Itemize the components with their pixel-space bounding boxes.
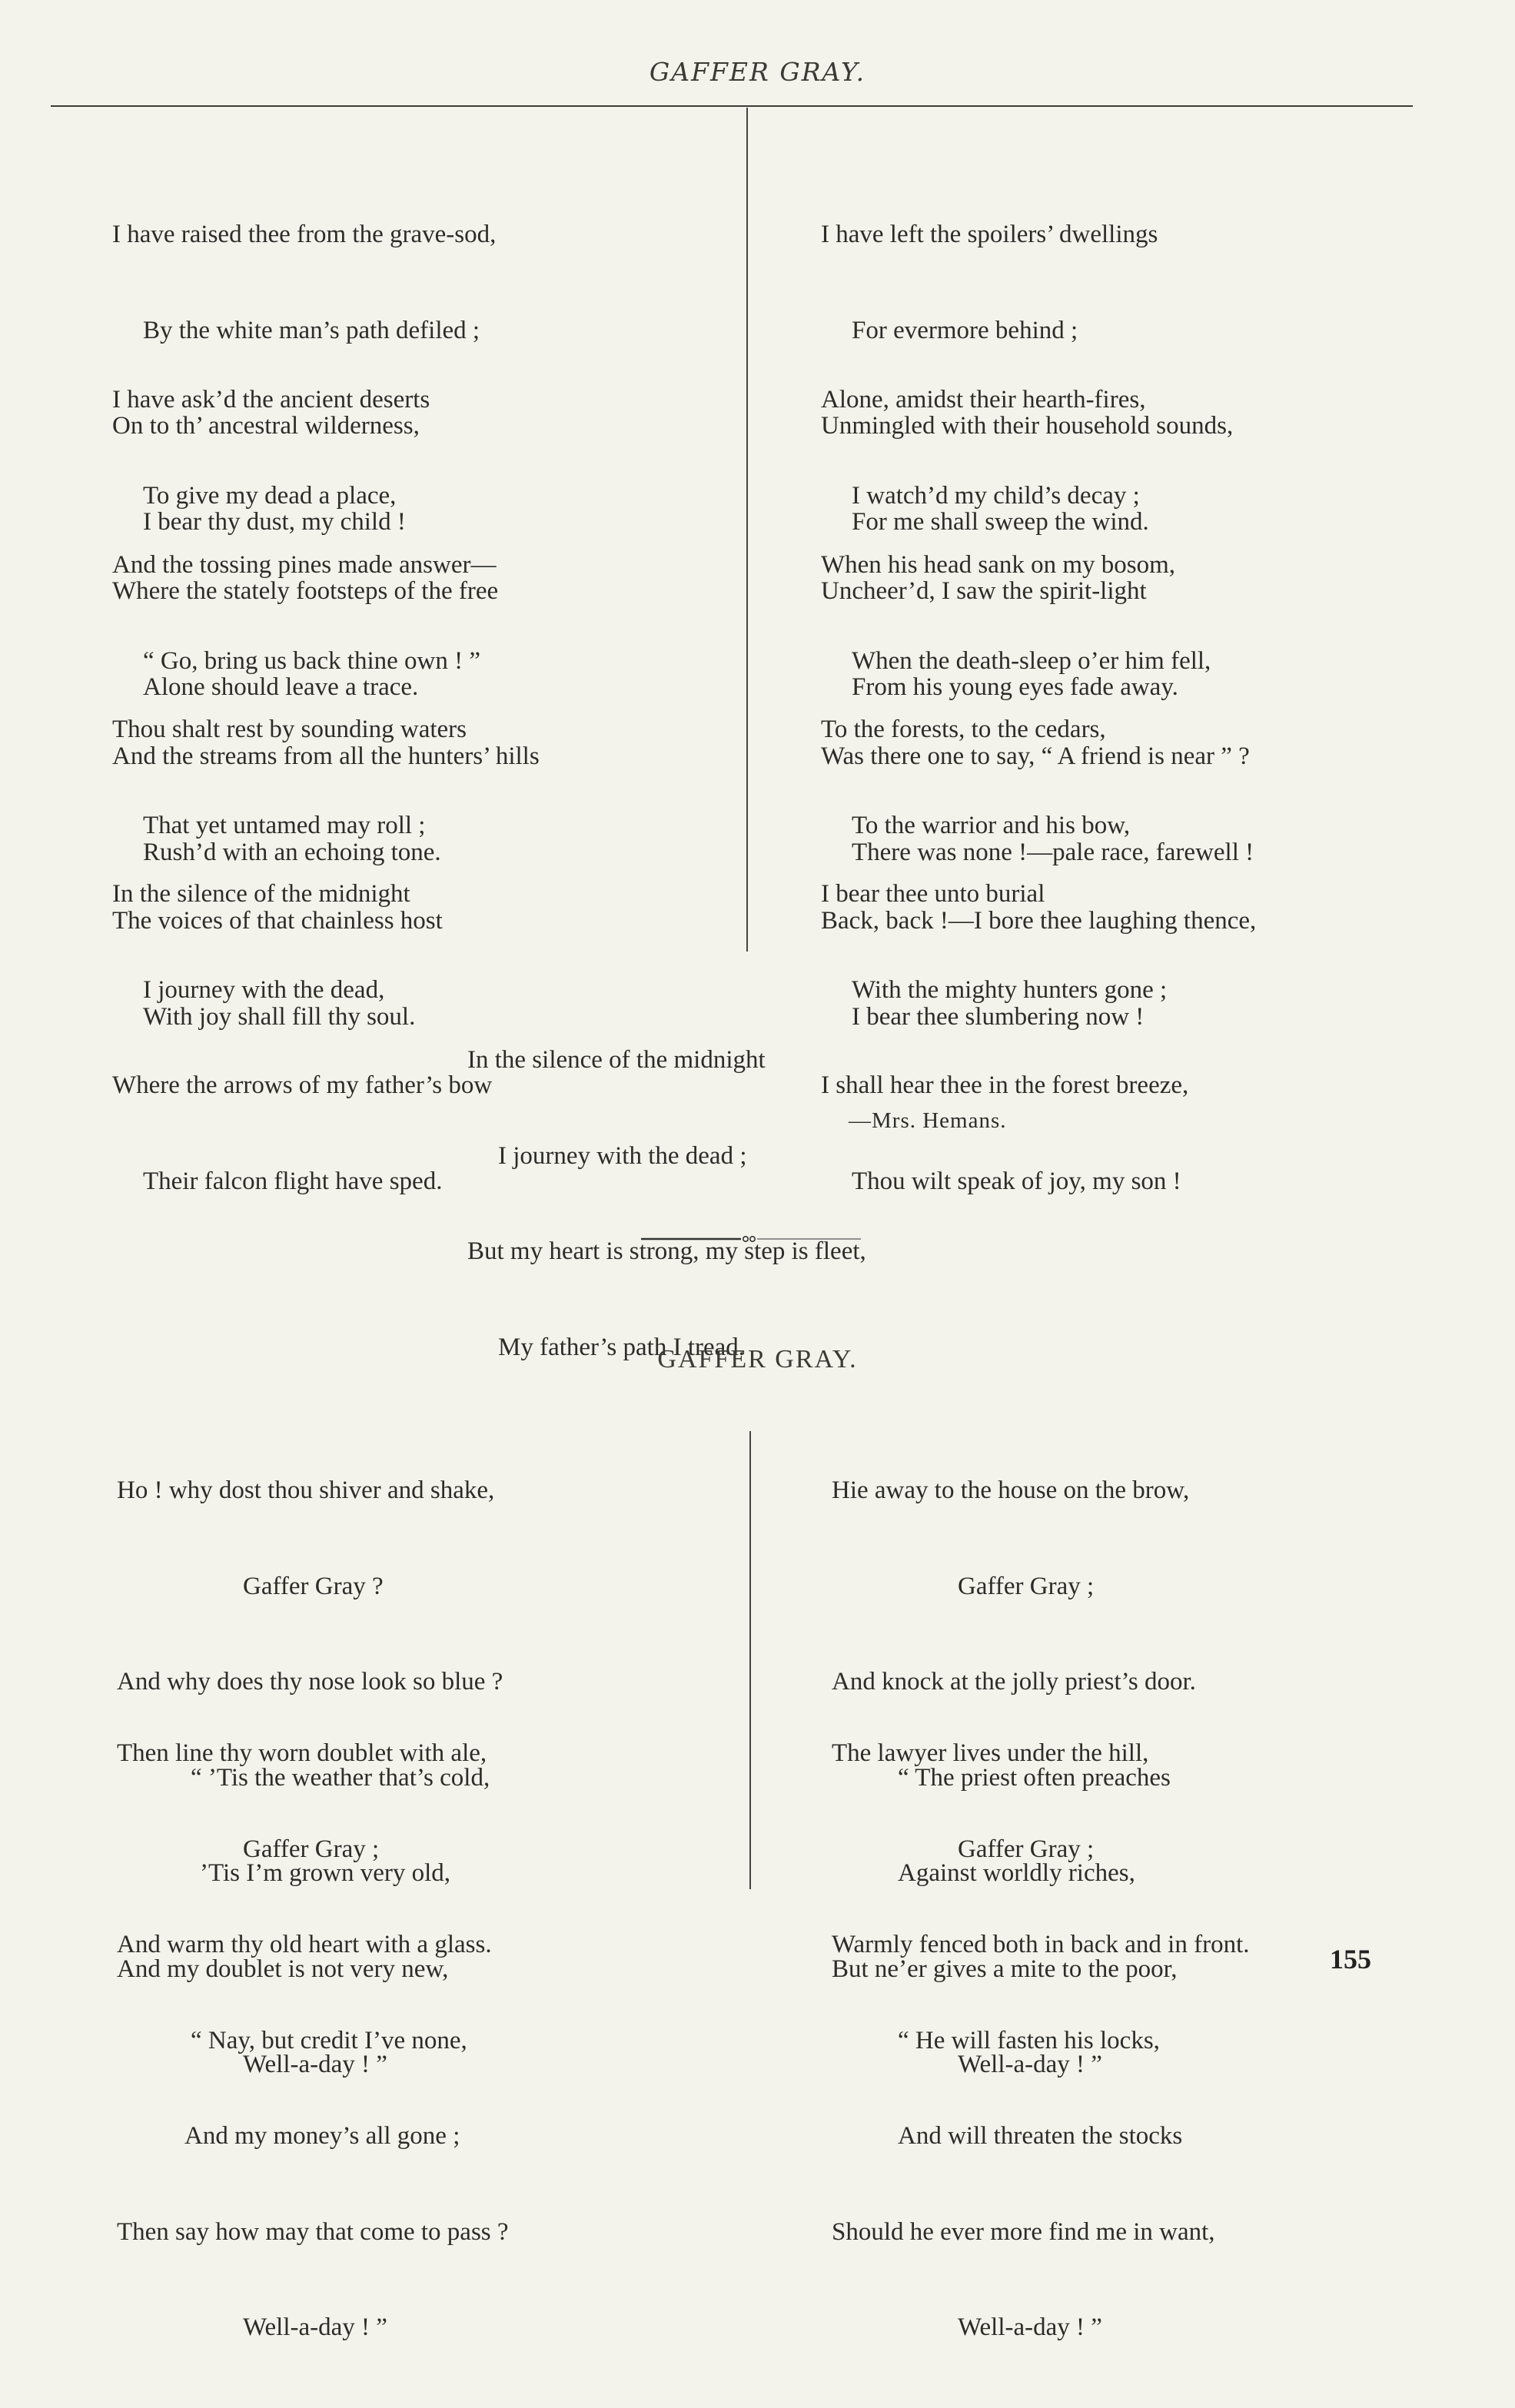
ornamental-divider-icon <box>641 1235 861 1243</box>
verse-line: Their falcon flight have sped. <box>143 1167 443 1195</box>
verse-line: My father’s path I tread. <box>498 1333 746 1361</box>
verse-line: And the tossing pines made answer— <box>112 551 497 579</box>
verse-line: By the white man’s path defiled ; <box>143 316 480 344</box>
header-rule <box>51 105 1413 107</box>
poem2-title: GAFFER GRAY. <box>657 1345 858 1373</box>
verse-line: For evermore behind ; <box>852 316 1078 344</box>
verse-line: “ The priest often preaches <box>898 1763 1171 1792</box>
verse-line: To give my dead a place, <box>143 481 397 510</box>
page-number: 155 <box>1330 1944 1371 1975</box>
verse-line: And my money’s all gone ; <box>184 2122 460 2150</box>
verse-line: Well-a-day ! ” <box>958 2051 1102 2078</box>
verse-line: I have raised thee from the grave-sod, <box>112 221 497 248</box>
column-divider-top <box>746 108 748 952</box>
verse-line: When the death-sleep o’er him fell, <box>852 646 1211 675</box>
verse-line: Unmingled with their household sounds, <box>821 412 1234 440</box>
verse-line: And knock at the jolly priest’s door. <box>832 1668 1196 1696</box>
verse-line: But my heart is strong, my step is fleet, <box>467 1237 866 1265</box>
verse-line: Thou wilt speak of joy, my son ! <box>852 1167 1181 1195</box>
verse-line: I bear thy dust, my child ! <box>143 507 406 536</box>
verse-line: The voices of that chainless host <box>112 907 443 935</box>
verse-line: Where the stately footsteps of the free <box>112 577 499 605</box>
verse-line: In the silence of the midnight <box>467 1046 766 1074</box>
verse-line: From his young eyes fade away. <box>852 673 1178 701</box>
verse-line: Gaffer Gray ; <box>958 1835 1095 1863</box>
verse-line: Warmly fenced both in back and in front. <box>832 1931 1250 1958</box>
verse-line: Where the arrows of my father’s bow <box>112 1071 493 1099</box>
verse-line: And my doublet is not very new, <box>117 1955 449 1983</box>
verse-line: I have ask’d the ancient deserts <box>112 386 430 414</box>
poem1-attribution: —Mrs. Hemans. <box>849 1108 1007 1133</box>
verse-line: And warm thy old heart with a glass. <box>117 1931 492 1958</box>
verse-line: “ Nay, but credit I’ve none, <box>191 2026 467 2054</box>
verse-line: Hie away to the house on the brow, <box>832 1476 1190 1504</box>
verse-line: I journey with the dead, <box>143 975 385 1004</box>
verse-line: There was none !—pale race, farewell ! <box>852 838 1254 866</box>
verse-line: The lawyer lives under the hill, <box>832 1739 1149 1767</box>
verse-line: Should he ever more find me in want, <box>832 2217 1215 2246</box>
verse-line: Ho ! why dost thou shiver and shake, <box>117 1476 495 1504</box>
verse-line: Gaffer Gray ? <box>243 1572 384 1600</box>
verse-line: That yet untamed may roll ; <box>143 811 426 839</box>
verse-line: And why does thy nose look so blue ? <box>117 1668 503 1696</box>
verse-line: Gaffer Gray ; <box>958 1572 1095 1600</box>
verse-line: But ne’er gives a mite to the poor, <box>832 1955 1178 1983</box>
verse-line: And the streams from all the hunters’ hills <box>112 742 540 770</box>
verse-line: I journey with the dead ; <box>498 1141 747 1170</box>
verse-line: Thou shalt rest by sounding waters <box>112 716 467 743</box>
verse-line: And will threaten the stocks <box>898 2122 1183 2150</box>
poem1-left-stanza <box>112 815 492 1261</box>
verse-line: Gaffer Gray ; <box>243 1835 380 1863</box>
verse-line: Back, back !—I bore thee laughing thence, <box>821 907 1257 935</box>
verse-line: Then say how may that come to pass ? <box>117 2217 509 2246</box>
verse-line: Well-a-day ! ” <box>243 2051 387 2078</box>
poem2-left-stanza <box>117 1674 509 2408</box>
verse-line: Rush’d with an echoing tone. <box>143 838 441 866</box>
verse-line: I bear thee unto burial <box>821 880 1045 908</box>
verse-line: I have left the spoilers’ dwellings <box>821 221 1158 248</box>
verse-line: To the forests, to the cedars, <box>821 716 1106 743</box>
verse-line: “ Go, bring us back thine own ! ” <box>143 646 480 675</box>
column-divider-bottom <box>749 1431 751 1889</box>
verse-line: Well-a-day ! ” <box>958 2313 1102 2341</box>
verse-line: To the warrior and his bow, <box>852 811 1131 839</box>
poem2-right-stanza <box>832 1674 1250 2408</box>
verse-line: With the mighty hunters gone ; <box>852 975 1168 1004</box>
verse-line: I watch’d my child’s decay ; <box>852 481 1140 510</box>
verse-line: I shall hear thee in the forest breeze, <box>821 1071 1189 1099</box>
verse-line: I bear thee slumbering now ! <box>852 1002 1145 1031</box>
running-head: GAFFER GRAY. <box>649 57 866 87</box>
verse-line: With joy shall fill thy soul. <box>143 1002 416 1031</box>
poem1-right-stanza <box>821 815 1188 1261</box>
verse-line: Well-a-day ! ” <box>243 2313 387 2341</box>
verse-line: Alone should leave a trace. <box>143 673 419 701</box>
verse-line: Then line thy worn doublet with ale, <box>117 1739 487 1767</box>
verse-line: “ He will fasten his locks, <box>898 2026 1160 2054</box>
verse-line: Alone, amidst their hearth-fires, <box>821 386 1146 414</box>
verse-line: ’Tis I’m grown very old, <box>200 1859 451 1887</box>
verse-line: Against worldly riches, <box>898 1859 1135 1887</box>
verse-line: When his head sank on my bosom, <box>821 551 1176 579</box>
verse-line: In the silence of the midnight <box>112 880 410 908</box>
verse-line: For me shall sweep the wind. <box>852 507 1149 536</box>
verse-line: Uncheer’d, I saw the spirit-light <box>821 577 1147 605</box>
verse-line: “ ’Tis the weather that’s cold, <box>191 1763 490 1792</box>
verse-line: On to th’ ancestral wilderness, <box>112 412 420 440</box>
verse-line: Was there one to say, “ A friend is near ” ? <box>821 742 1250 770</box>
